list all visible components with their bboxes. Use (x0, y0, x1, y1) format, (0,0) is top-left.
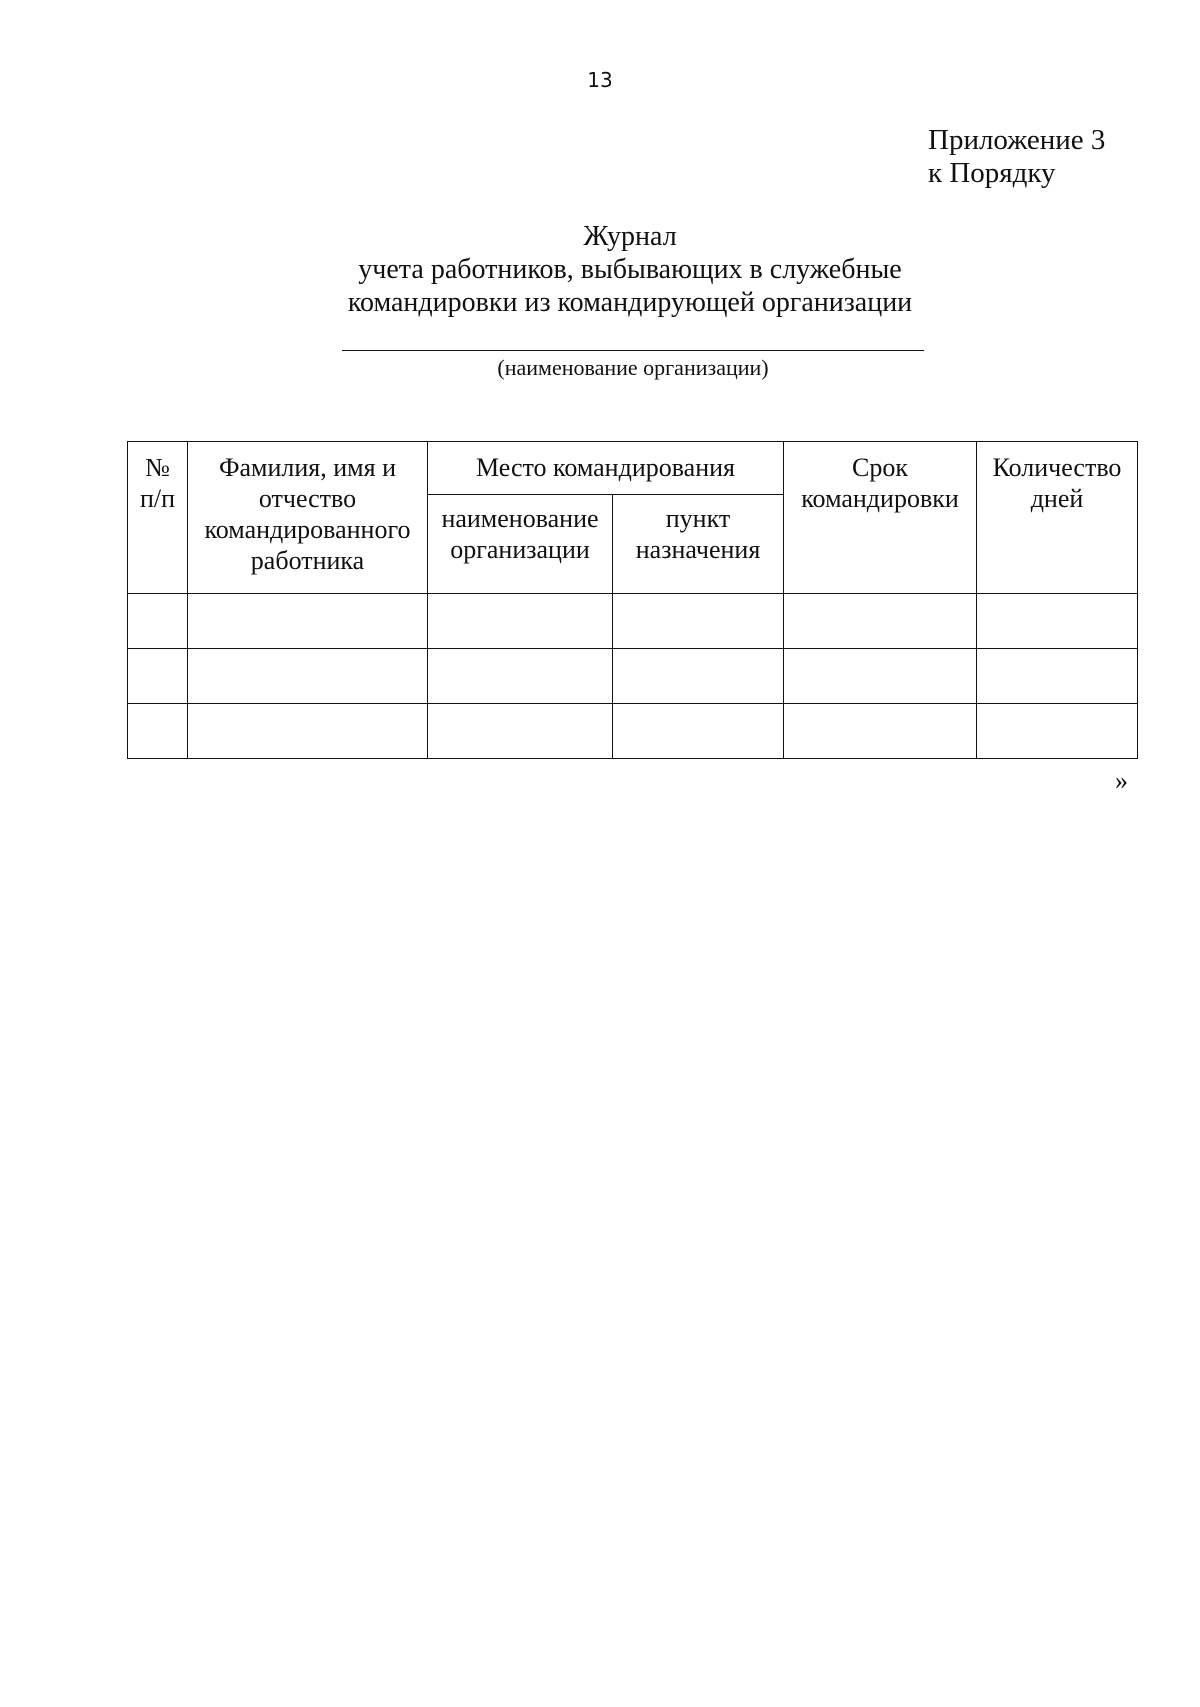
table-row (128, 704, 1138, 759)
title-line-3: командировки из командирующей организации (347, 287, 913, 318)
closing-quote-mark: » (1115, 766, 1128, 795)
table-cell (428, 704, 613, 759)
table-cell (128, 704, 188, 759)
table-cell (428, 649, 613, 704)
table-cell (977, 704, 1138, 759)
header-place-destination-label: пункт назначения (635, 504, 761, 564)
table-cell (784, 704, 977, 759)
table-cell (977, 594, 1138, 649)
header-period (784, 442, 977, 594)
appendix-label (928, 124, 1105, 190)
header-place-destination (613, 495, 784, 594)
table-cell (613, 649, 784, 704)
page-number: 13 (587, 68, 613, 92)
header-name-label: Фамилия, имя и отчество командированного работника (204, 453, 411, 575)
header-name (188, 442, 428, 594)
table-cell (784, 594, 977, 649)
document-title (250, 220, 1010, 319)
table-cell (128, 649, 188, 704)
table-cell (128, 594, 188, 649)
appendix-line-2: к Порядку (928, 157, 1056, 189)
header-place (428, 442, 784, 495)
title-line-2: учета работников, выбывающих в служебные (358, 254, 902, 285)
table-header-row (128, 442, 1138, 495)
header-place-label: Место командирования (476, 453, 735, 482)
organization-caption: (наименование организации) (497, 355, 769, 380)
header-place-org-label: наименование организации (441, 504, 599, 564)
appendix-line-1: Приложение 3 (928, 124, 1106, 156)
table-cell (613, 594, 784, 649)
header-number-label: № п/п (139, 453, 176, 513)
table-cell (188, 649, 428, 704)
table-row (128, 594, 1138, 649)
table-cell (188, 594, 428, 649)
title-line-1: Журнал (583, 221, 677, 252)
table-cell (784, 649, 977, 704)
organization-name-line (342, 350, 924, 351)
header-period-label: Срок командировки (801, 453, 959, 513)
table-cell (188, 704, 428, 759)
table-cell (613, 704, 784, 759)
header-number (128, 442, 188, 594)
table-cell (428, 594, 613, 649)
table-row (128, 649, 1138, 704)
table-cell (977, 649, 1138, 704)
header-days-label: Количество дней (992, 453, 1122, 513)
header-place-org (428, 495, 613, 594)
journal-table (127, 441, 1138, 759)
header-days (977, 442, 1138, 594)
